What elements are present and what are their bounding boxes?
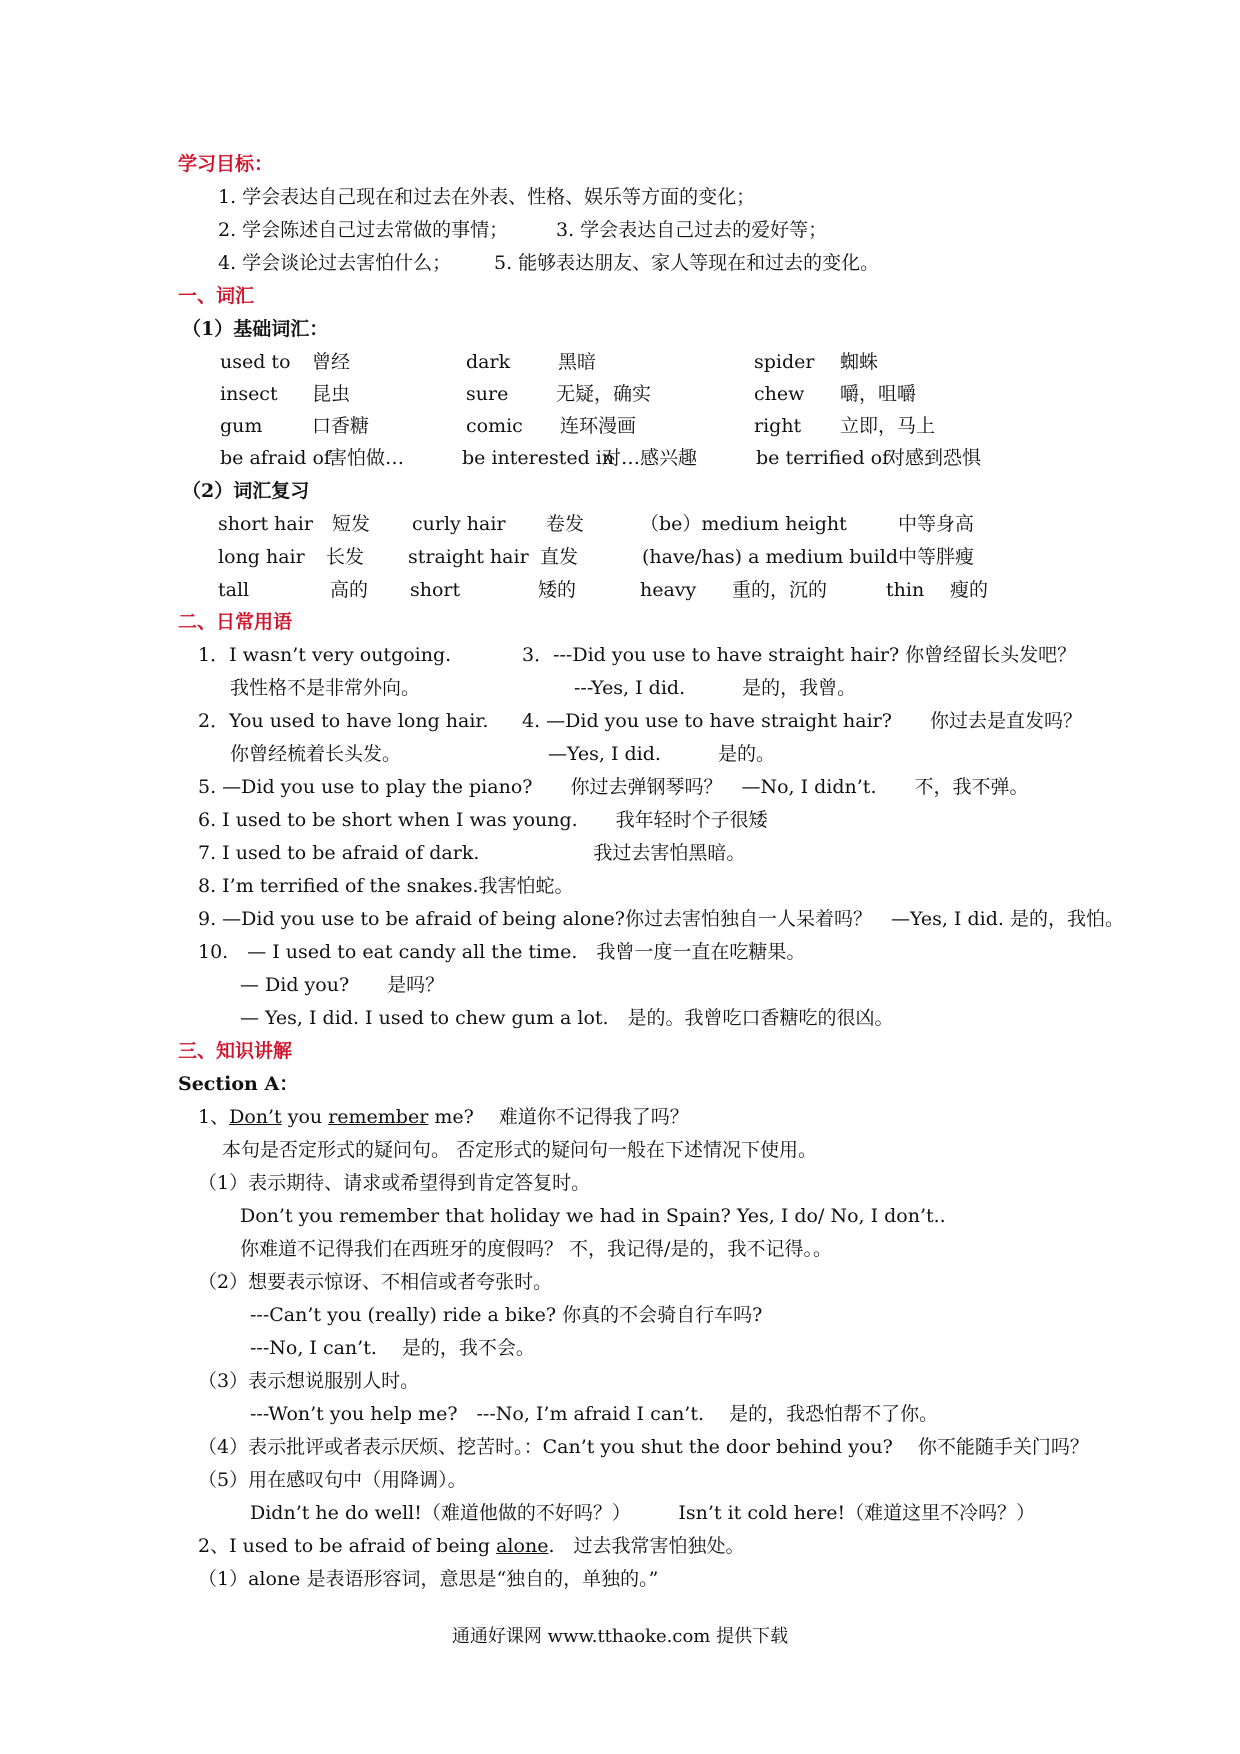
knowledge-line: （5）用在感叹句中（用降调）。 [198, 1469, 467, 1491]
daily-heading: 二、日常用语 [178, 611, 293, 633]
vocab-term: heavy [640, 579, 697, 601]
point-2-note: （1）alone 是表语形容词，意思是“独自的，单独的。” [198, 1568, 659, 1590]
vocab-term: be afraid of [220, 447, 331, 469]
sentence-part: you [281, 1106, 329, 1128]
vocab-meaning: 直发 [540, 546, 579, 568]
vocab-term: straight hair [408, 546, 529, 568]
point-number: 1、 [198, 1106, 230, 1128]
vocab-term: curly hair [412, 513, 506, 535]
section-label: Section A： [178, 1073, 299, 1095]
goal-item-2: 2. 学会陈述自己过去常做的事情； [218, 219, 509, 241]
vocab-meaning: 立即，马上 [840, 415, 936, 437]
vocab-meaning: 重的，沉的 [732, 579, 828, 601]
daily-line: 你曾经梳着长头发。 [230, 743, 402, 765]
vocab-meaning: 高的 [330, 579, 369, 601]
daily-line: — Did you? 是吗？ [240, 974, 445, 996]
knowledge-line: （1）表示期待、请求或希望得到肯定答复时。 [198, 1172, 591, 1194]
page-footer: 通通好课网 www.tthaoke.com 提供下载 [451, 1626, 789, 1647]
knowledge-heading: 三、知识讲解 [178, 1040, 293, 1062]
knowledge-line: Don’t you remember that holiday we had in Spain? Yes, I do/ No, I don’t.. [240, 1205, 946, 1227]
knowledge-line: 本句是否定形式的疑问句。 否定形式的疑问句一般在下述情况下使用。 [222, 1139, 818, 1161]
vocab-term: short hair [218, 513, 313, 535]
vocab-meaning: 对感到恐惧 [886, 447, 982, 469]
goal-item-1: 1. 学会表达自己现在和过去在外表、性格、娱乐等方面的变化； [218, 186, 756, 208]
vocab-heading: 一、词汇 [178, 285, 255, 307]
vocab-meaning: 口香糖 [312, 415, 370, 437]
daily-line: —Yes, I did. 是的。 [548, 743, 775, 765]
vocab-term: be interested in [462, 447, 615, 469]
knowledge-line: （2）想要表示惊讶、不相信或者夸张时。 [198, 1271, 553, 1293]
daily-line: ---Yes, I did. 是的，我曾。 [574, 677, 857, 699]
vocab-term: sure [466, 383, 509, 405]
vocab-meaning: 对…感兴趣 [602, 447, 698, 469]
vocab-term: chew [754, 383, 805, 405]
daily-line: 9. —Did you use to be afraid of being alone?你过去害怕独自一人呆着吗？ —Yes, I did. 是的，我怕。 [198, 908, 1124, 930]
vocab-meaning: 连环漫画 [560, 415, 637, 437]
knowledge-line: （4）表示批评或者表示厌烦、挖苦时。：Can’t you shut the door behind you? 你不能随手关门吗？ [198, 1436, 1089, 1458]
vocab-meaning: 卷发 [546, 513, 585, 535]
underlined-word: Don’t [229, 1106, 282, 1128]
vocab-term: short [410, 579, 461, 601]
goal-item-3: 3. 学会表达自己过去的爱好等； [556, 219, 828, 241]
vocab-meaning: 嚼，咀嚼 [840, 383, 917, 405]
daily-line: 5. —Did you use to play the piano? 你过去弹钢琴吗？ —No, I didn’t. 不，我不弹。 [198, 776, 1029, 798]
goal-item-4: 4. 学会谈论过去害怕什么； [218, 252, 452, 274]
vocab-term: right [754, 415, 802, 437]
vocab-term: dark [466, 351, 511, 373]
underlined-word: remember [328, 1106, 429, 1128]
vocab-term: long hair [218, 546, 305, 568]
vocab-meaning: 无疑，确实 [556, 383, 652, 405]
vocab-term: spider [754, 351, 815, 373]
vocab-meaning: 瘦的 [950, 579, 989, 601]
knowledge-line: ---Won’t you help me? ---No, I’m afraid I can’t. 是的，我恐怕帮不了你。 [250, 1403, 939, 1425]
daily-line: 10. — I used to eat candy all the time. 我曾一度一直在吃糖果。 [198, 941, 806, 963]
vocab-meaning: 黑暗 [558, 351, 597, 373]
vocab-meaning: 短发 [332, 513, 371, 535]
vocab-meaning: 长发 [326, 546, 365, 568]
daily-line: 6. I used to be short when I was young. 我年轻时个子很矮 [198, 809, 768, 831]
daily-line: 8. I’m terrified of the snakes.我害怕蛇。 [198, 875, 574, 897]
sentence-part: . 过去我常害怕独处。 [548, 1535, 745, 1557]
vocab-meaning: 矮的 [538, 579, 577, 601]
knowledge-line: ---No, I can’t. 是的，我不会。 [250, 1337, 535, 1359]
knowledge-line: 你难道不记得我们在西班牙的度假吗？ 不，我记得/是的，我不记得。。 [240, 1238, 832, 1260]
vocab-term: used to [220, 351, 291, 373]
vocab-term: gum [220, 415, 263, 437]
goals-heading: 学习目标： [178, 153, 274, 175]
vocab-meaning: 中等身高 [898, 513, 975, 535]
daily-line: 1．I wasn’t very outgoing. [198, 644, 452, 666]
vocab-term: tall [218, 579, 250, 601]
daily-line: — Yes, I did. I used to chew gum a lot. 是的。我曾吃口香糖吃的很凶。 [240, 1007, 894, 1029]
point-1-sentence [198, 1105, 689, 1129]
sentence-part: me? 难道你不记得我了吗？ [428, 1106, 689, 1128]
vocab-term: (have/has) a medium build [642, 546, 898, 568]
vocab-term: insect [220, 383, 278, 405]
vocab-term: thin [886, 579, 925, 601]
vocab-term: comic [466, 415, 523, 437]
vocab-basic-heading: （1）基础词汇： [182, 318, 329, 340]
daily-line: 4. —Did you use to have straight hair? 你过去是直发吗？ [522, 710, 1082, 732]
knowledge-line: （3）表示想说服别人时。 [198, 1370, 420, 1392]
vocab-meaning: 害怕做… [328, 447, 405, 469]
vocab-review-heading: （2）词汇复习 [182, 480, 310, 502]
daily-line: 7. I used to be afraid of dark. 我过去害怕黑暗。 [198, 842, 746, 864]
daily-line: 3．---Did you use to have straight hair? 你曾经留长头发吧？ [522, 644, 1077, 666]
vocab-term: （be）medium height [640, 513, 847, 535]
vocab-term: be terrified of [756, 447, 890, 469]
vocab-meaning: 昆虫 [312, 383, 351, 405]
point-2-sentence [198, 1534, 744, 1558]
knowledge-line: Didn’t he do well!（难道他做的不好吗？） Isn’t it cold here!（难道这里不冷吗？） [250, 1502, 1036, 1524]
knowledge-line: ---Can’t you (really) ride a bike? 你真的不会骑自行车吗? [250, 1304, 763, 1326]
sentence-part: 2、I used to be afraid of being [198, 1535, 497, 1557]
vocab-meaning: 中等胖瘦 [898, 546, 975, 568]
daily-line: 我性格不是非常外向。 [230, 677, 421, 699]
underlined-word: alone [496, 1535, 549, 1557]
vocab-meaning: 蜘蛛 [840, 351, 879, 373]
vocab-meaning: 曾经 [312, 351, 351, 373]
daily-line: 2．You used to have long hair. [198, 710, 489, 732]
goal-item-5: 5. 能够表达朋友、家人等现在和过去的变化。 [494, 252, 880, 274]
